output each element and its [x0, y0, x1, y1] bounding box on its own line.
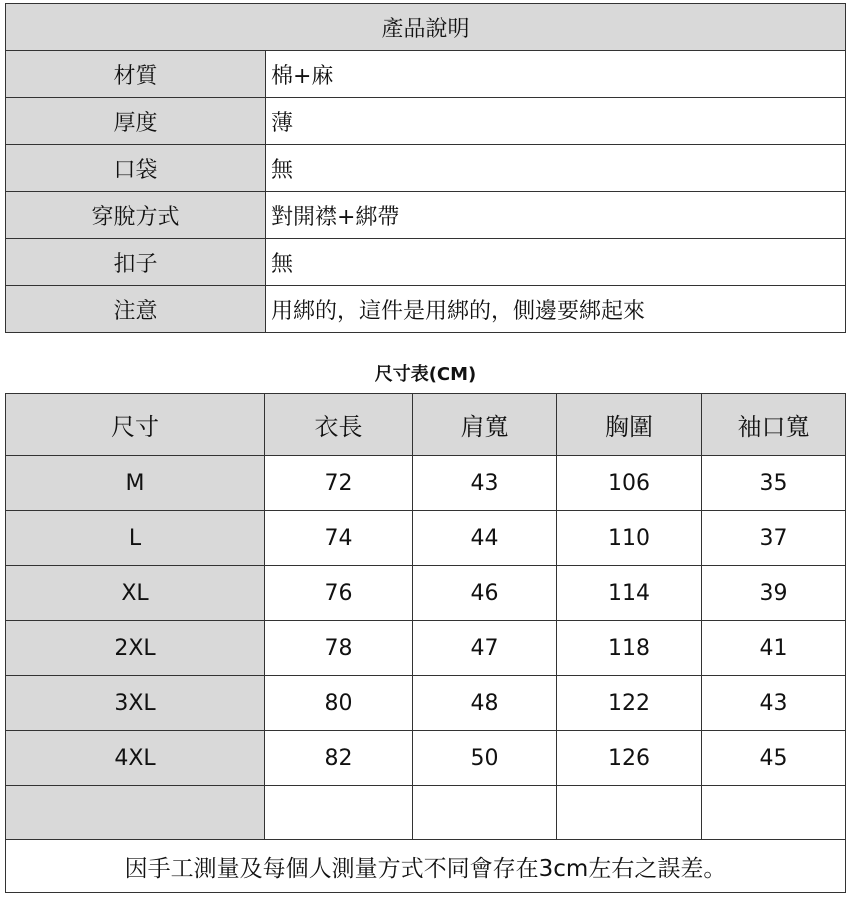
cuff-cell: 43: [702, 676, 846, 731]
chest-cell: 106: [557, 456, 702, 511]
table-row: [6, 621, 846, 676]
product-description-table: [5, 3, 846, 333]
shoulder-cell: 50: [413, 731, 557, 786]
material-label: 材質: [6, 51, 266, 98]
shoulder-cell: 47: [413, 621, 557, 676]
size-cell: L: [6, 511, 265, 566]
cuff-cell: 35: [702, 456, 846, 511]
header-chest: 胸圍: [557, 394, 702, 456]
shoulder-cell: 48: [413, 676, 557, 731]
chest-cell: 126: [557, 731, 702, 786]
size-cell: M: [6, 456, 265, 511]
material-value: 棉+麻: [266, 51, 846, 98]
shoulder-cell: 43: [413, 456, 557, 511]
table-row: [6, 192, 846, 239]
measurement-note-row: [6, 840, 846, 893]
cuff-cell: 45: [702, 731, 846, 786]
empty-row: [6, 786, 846, 840]
thickness-value: 薄: [266, 98, 846, 145]
header-length: 衣長: [265, 394, 413, 456]
thickness-label: 厚度: [6, 98, 266, 145]
notice-value: 用綁的，這件是用綁的，側邊要綁起來: [266, 286, 846, 333]
chest-cell: 114: [557, 566, 702, 621]
size-cell: 3XL: [6, 676, 265, 731]
header-cuff: 袖口寬: [702, 394, 846, 456]
size-cell: 2XL: [6, 621, 265, 676]
cuff-cell: 39: [702, 566, 846, 621]
table-row: [6, 456, 846, 511]
table-row: [6, 145, 846, 192]
product-description-title: 產品說明: [6, 4, 846, 51]
notice-label: 注意: [6, 286, 266, 333]
empty-cell: [702, 786, 846, 840]
pocket-value: 無: [266, 145, 846, 192]
buttons-value: 無: [266, 239, 846, 286]
table-row: [6, 731, 846, 786]
table-row: [6, 98, 846, 145]
empty-cell: [265, 786, 413, 840]
size-chart-header-row: [6, 394, 846, 456]
length-cell: 80: [265, 676, 413, 731]
table-row: [6, 239, 846, 286]
table-row: [6, 676, 846, 731]
length-cell: 76: [265, 566, 413, 621]
wearing-method-value: 對開襟+綁帶: [266, 192, 846, 239]
empty-cell: [413, 786, 557, 840]
table-row: [6, 566, 846, 621]
chest-cell: 122: [557, 676, 702, 731]
measurement-note: 因手工測量及每個人測量方式不同會存在3cm左右之誤差。: [6, 840, 846, 893]
wearing-method-label: 穿脫方式: [6, 192, 266, 239]
buttons-label: 扣子: [6, 239, 266, 286]
length-cell: 72: [265, 456, 413, 511]
size-cell: XL: [6, 566, 265, 621]
header-shoulder: 肩寬: [413, 394, 557, 456]
table-row: [6, 51, 846, 98]
chest-cell: 118: [557, 621, 702, 676]
length-cell: 82: [265, 731, 413, 786]
length-cell: 74: [265, 511, 413, 566]
size-cell: 4XL: [6, 731, 265, 786]
empty-cell: [6, 786, 265, 840]
size-chart-table: [5, 393, 846, 893]
empty-cell: [557, 786, 702, 840]
table-row: [6, 286, 846, 333]
cuff-cell: 41: [702, 621, 846, 676]
length-cell: 78: [265, 621, 413, 676]
cuff-cell: 37: [702, 511, 846, 566]
shoulder-cell: 44: [413, 511, 557, 566]
header-size: 尺寸: [6, 394, 265, 456]
chest-cell: 110: [557, 511, 702, 566]
size-chart-title: 尺寸表(CM): [374, 364, 477, 385]
table-row: [6, 511, 846, 566]
shoulder-cell: 46: [413, 566, 557, 621]
pocket-label: 口袋: [6, 145, 266, 192]
